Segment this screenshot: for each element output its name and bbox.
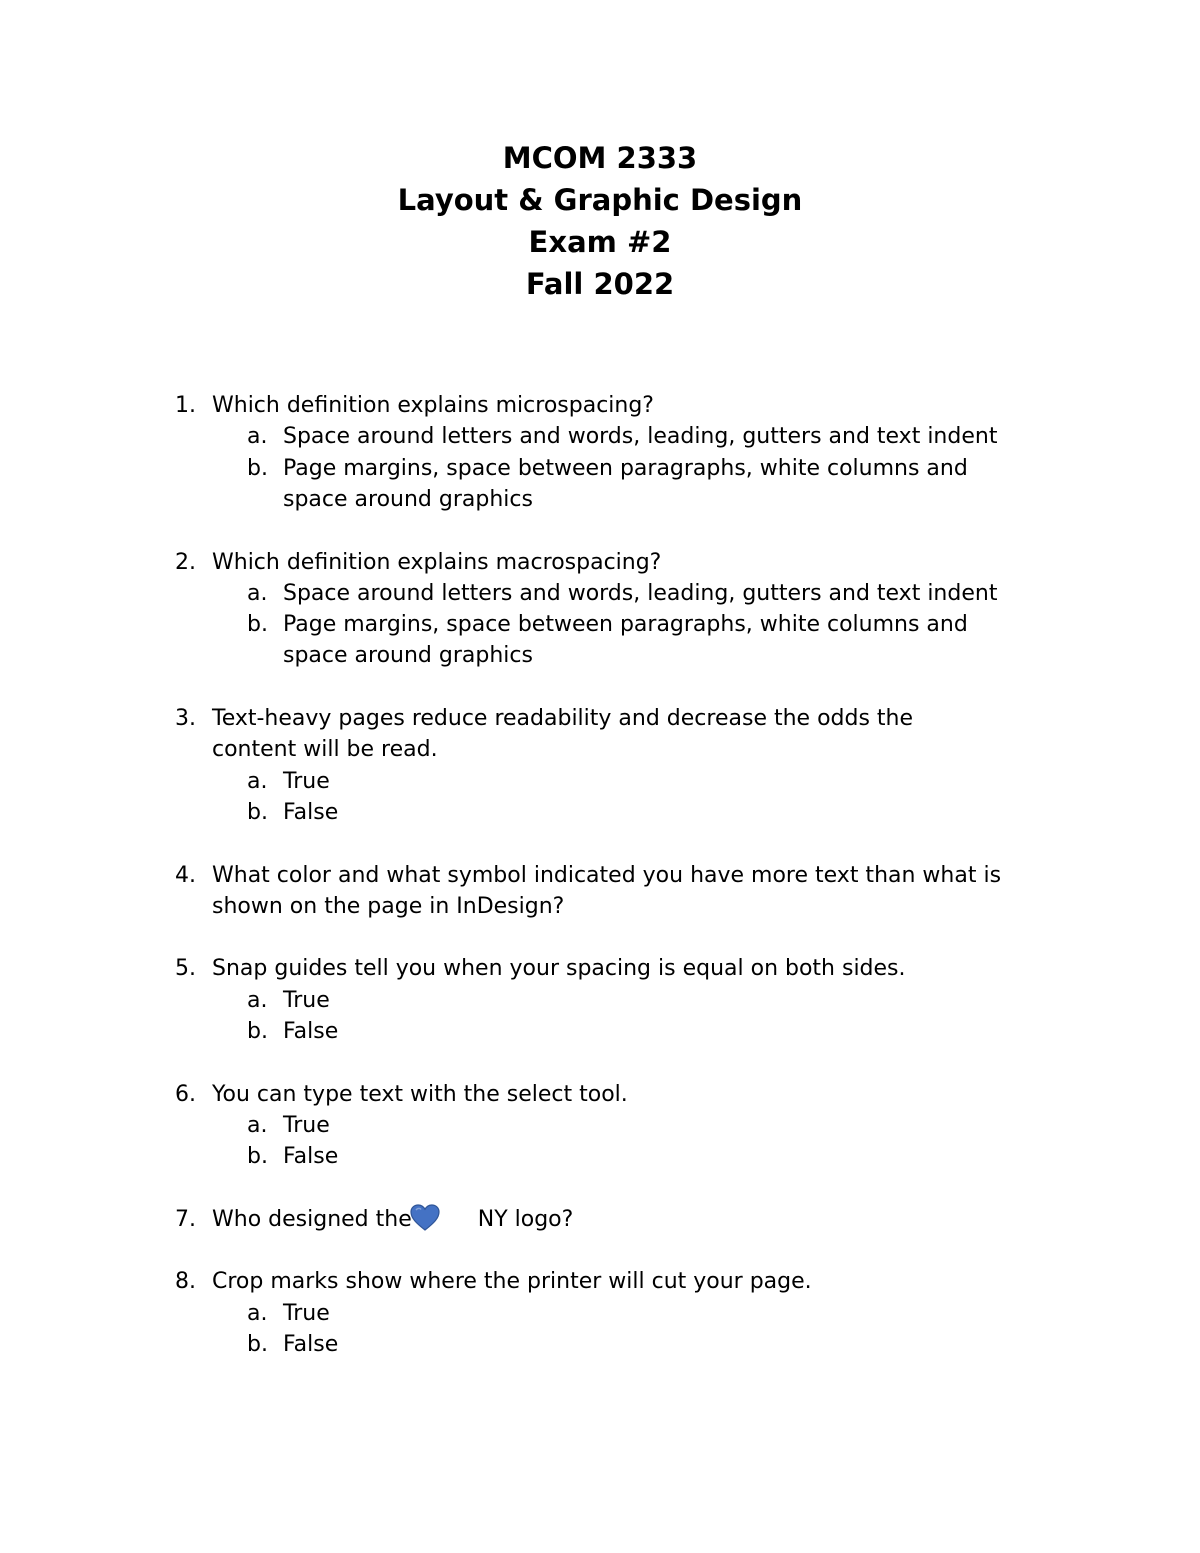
option-letter: a. — [247, 424, 268, 450]
option-text: True — [283, 987, 330, 1013]
option-text: Space around letters and words, leading, gutters and text indent — [283, 580, 998, 606]
question-text: You can type text with the select tool. — [212, 1081, 628, 1107]
course-code: MCOM 2333 — [502, 141, 698, 175]
question-number: 5. — [175, 956, 196, 982]
option-text: Page margins, space between paragraphs, white columns and — [283, 612, 968, 638]
option-text: True — [283, 1300, 330, 1326]
question-text-after: NY logo? — [477, 1206, 574, 1232]
question-number: 2. — [175, 549, 196, 575]
option-text: space around graphics — [283, 486, 533, 512]
question-text: What color and what symbol indicated you have more text than what is — [212, 862, 1002, 888]
option-text: Space around letters and words, leading, gutters and text indent — [283, 424, 998, 450]
question-number: 4. — [175, 862, 196, 888]
question-text: Crop marks show where the printer will cut your page. — [212, 1269, 812, 1295]
option-text: False — [283, 1332, 339, 1357]
option-letter: a. — [247, 987, 268, 1013]
exam-term: Fall 2022 — [525, 267, 675, 301]
option-text: False — [283, 1144, 339, 1170]
question-number: 1. — [175, 393, 196, 418]
question-text: Snap guides tell you when your spacing is equal on both sides. — [212, 956, 906, 982]
exam-header — [0, 137, 1200, 305]
option-letter: a. — [247, 1300, 268, 1326]
option-text: False — [283, 799, 339, 825]
option-letter: a. — [247, 1112, 268, 1138]
option-text: Page margins, space between paragraphs, white columns and — [283, 455, 968, 481]
question-text — [212, 1204, 573, 1235]
question-text-before: Who designed the — [212, 1206, 412, 1232]
option-letter: b. — [247, 799, 268, 825]
question-number: 3. — [175, 706, 196, 731]
question-text: Text-heavy pages reduce readability and decrease the odds the — [212, 706, 914, 731]
heart-icon — [410, 1204, 440, 1232]
option-letter: a. — [247, 580, 268, 606]
question-text: content will be read. — [212, 737, 438, 763]
course-title: Layout & Graphic Design — [397, 183, 803, 217]
question-text: shown on the page in InDesign? — [212, 893, 565, 919]
question-text: Which definition explains microspacing? — [212, 393, 654, 418]
question-number: 7. — [175, 1206, 196, 1232]
question-number: 8. — [175, 1269, 196, 1295]
exam-name: Exam #2 — [528, 225, 672, 259]
question-text: Which definition explains macrospacing? — [212, 549, 662, 575]
option-letter: b. — [247, 1144, 268, 1170]
option-text: False — [283, 1019, 339, 1044]
option-letter: b. — [247, 612, 268, 638]
question-number: 6. — [175, 1081, 196, 1107]
option-letter: b. — [247, 1332, 268, 1357]
option-text: space around graphics — [283, 643, 533, 669]
option-text: True — [283, 1112, 330, 1138]
option-letter: a. — [247, 768, 268, 794]
option-letter: b. — [247, 1019, 268, 1044]
option-text: True — [283, 768, 330, 794]
option-letter: b. — [247, 455, 268, 481]
